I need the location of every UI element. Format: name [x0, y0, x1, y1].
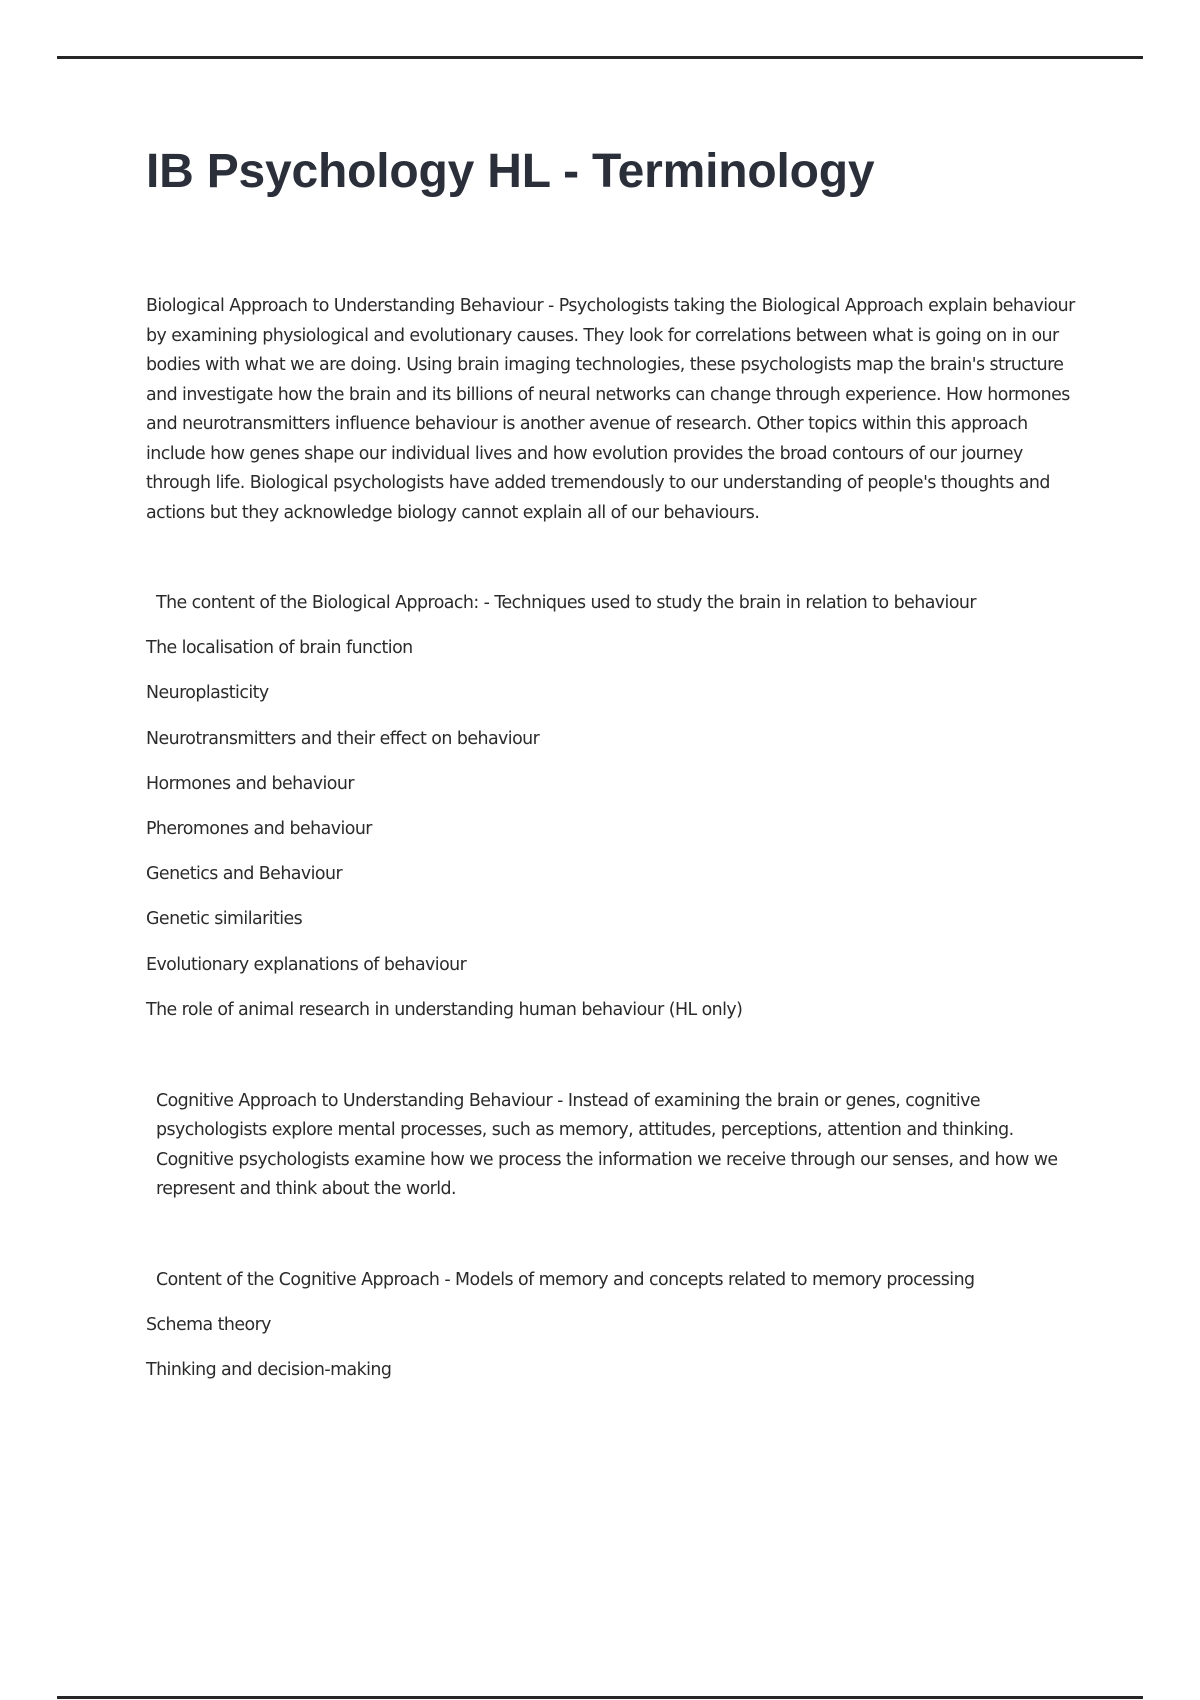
bottom-divider: [57, 1696, 1143, 1699]
document-title: IB Psychology HL - Terminology: [146, 145, 875, 198]
list-item: Neurotransmitters and their effect on behaviour: [146, 728, 540, 749]
list-item: The role of animal research in understanding human behaviour (HL only): [146, 999, 743, 1020]
list-item: Pheromones and behaviour: [146, 818, 372, 839]
entry-cognitive-content: Content of the Cognitive Approach - Models of memory and concepts related to memory processing: [156, 1269, 975, 1290]
list-item: Genetics and Behaviour: [146, 864, 343, 885]
list-item: Thinking and decision-making: [146, 1360, 392, 1381]
list-item: Neuroplasticity: [146, 683, 269, 704]
list-item: Evolutionary explanations of behaviour: [146, 954, 467, 975]
entry-biological-approach: Biological Approach to Understanding Behaviour - Psychologists taking the Biological Approach explain behaviour by examining physiological and evolutionary causes. They look for correlations between what is going on in our bodies with what we are doing. Using brain imaging technologies, these psychologists map the brain's structure and investigate how the brain and its billions of neural networks can change through experience. How hormones and neurotransmitters influence behaviour is another avenue of research. Other topics within this approach include how genes shape our individual lives and how evolution provides the broad contours of our journey through life. Biological psychologists have added tremendously to our understanding of people's thoughts and actions but they acknowledge biology cannot explain all of our behaviours.: [146, 296, 1075, 523]
entry-cognitive-approach: Cognitive Approach to Understanding Behaviour - Instead of examining the brain or genes, cognitive psychologists explore mental processes, such as memory, attitudes, perceptions, attention and thinking. Cognitive psychologists examine how we process the information we receive through our senses, and how we represent and think about the world.: [156, 1090, 1058, 1200]
list-item: Schema theory: [146, 1315, 271, 1336]
top-divider: [57, 56, 1143, 59]
list-item: The localisation of brain function: [146, 638, 413, 659]
document-body: [146, 292, 1091, 1401]
entry-biological-content: The content of the Biological Approach: - Techniques used to study the brain in relation to behaviour: [156, 593, 976, 613]
list-item: Genetic similarities: [146, 909, 303, 930]
list-item: Hormones and behaviour: [146, 773, 354, 794]
